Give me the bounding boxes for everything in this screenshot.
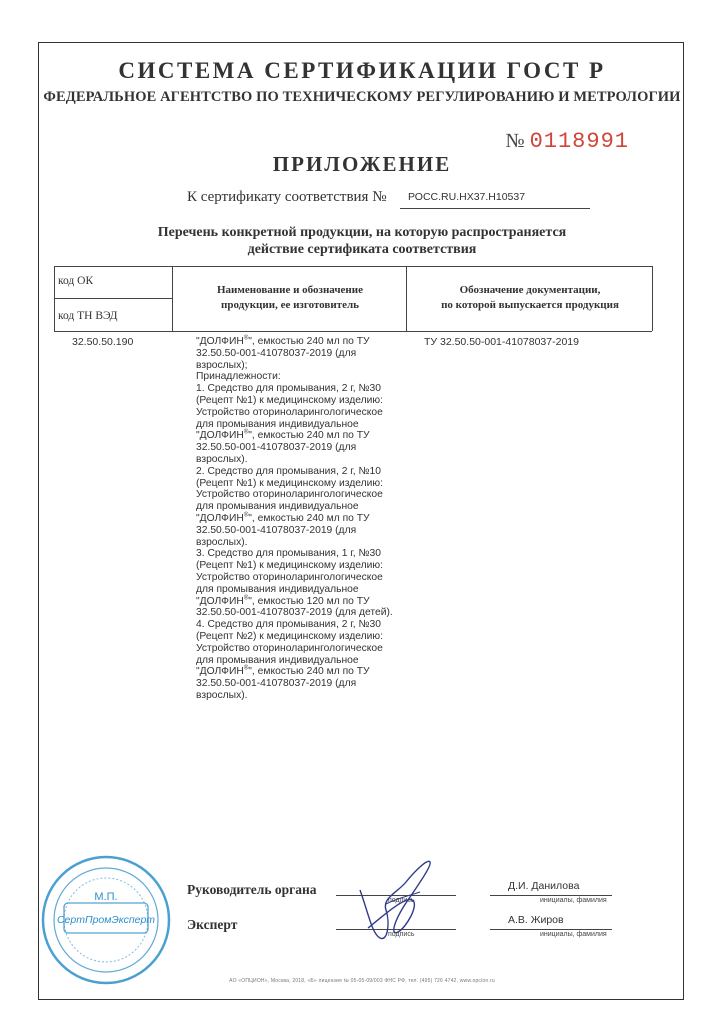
list-title — [0, 224, 724, 258]
list-title-line2: действие сертификата соответствия — [247, 242, 477, 257]
expert-signature-caption: подпись — [388, 931, 415, 938]
header-ok-code: код ОК — [58, 275, 94, 287]
number-prefix: № — [505, 130, 525, 152]
expert-initials-caption: инициалы, фамилия — [540, 931, 607, 938]
product-line: 32.50.50-001-41078037-2019 (для детей). — [196, 607, 393, 619]
head-of-body-label: Руководитель органа — [187, 882, 317, 897]
official-stamp — [34, 848, 184, 988]
table-ok-separator — [54, 298, 172, 299]
certificate-number: РОСС.RU.НХ37.Н10537 — [408, 191, 526, 203]
product-line: для промывания индивидуальное — [196, 418, 359, 430]
head-signature-caption: подпись — [388, 897, 415, 904]
appendix-title: ПРИЛОЖЕНИЕ — [272, 152, 452, 176]
table-top-line — [54, 266, 652, 267]
header-tnved-code: код ТН ВЭД — [58, 310, 118, 322]
product-line: 32.50.50-001-41078037-2019 (для — [196, 524, 357, 536]
expert-name-line — [490, 929, 612, 930]
product-line: 3. Средство для промывания, 1 г, №30 — [196, 548, 382, 560]
product-line: Устройство оториноларингологическое — [196, 489, 383, 501]
product-line: (Рецепт №2) к медицинскому изделию: — [196, 630, 384, 642]
product-line: 32.50.50-001-41078037-2019 (для — [196, 442, 357, 454]
head-initials-caption: инициалы, фамилия — [540, 897, 607, 904]
product-line: взрослых). — [196, 689, 248, 701]
product-line: 32.50.50-001-41078037-2019 (для — [196, 678, 357, 690]
product-line: для промывания индивидуальное — [196, 501, 359, 513]
system-title: СИСТЕМА СЕРТИФИКАЦИИ ГОСТ Р — [118, 58, 606, 83]
header-product-name-line1: Наименование и обозначение — [217, 284, 363, 296]
product-line: 32.50.50-001-41078037-2019 (для — [196, 347, 357, 359]
table-header-bottom — [54, 331, 652, 332]
product-line: "ДОЛФИН®", емкостью 120 мл по ТУ — [196, 595, 370, 607]
product-line: Устройство оториноларингологическое — [196, 642, 383, 654]
product-line: 4. Средство для промывания, 2 г, №30 — [196, 619, 382, 631]
handwritten-signature — [346, 852, 441, 947]
product-line: 1. Средство для промывания, 2 г, №30 — [196, 383, 382, 395]
product-line: взрослых); — [196, 359, 248, 371]
form-number — [505, 129, 629, 154]
header-documentation-line1: Обозначение документации, — [459, 284, 601, 296]
table-right-line — [652, 266, 653, 331]
product-line: для промывания индивидуальное — [196, 654, 359, 666]
product-line: Устройство оториноларингологическое — [196, 406, 383, 418]
printer-footer: АО «ОПЦИОН», Москва, 2018, «Б» лицензия № 05-05-09/003 ФНС РФ, тел. (495) 726 4742, www.opcion.ru — [229, 978, 495, 984]
stamp-mp-text: М.П. — [94, 891, 118, 903]
product-line: (Рецепт №1) к медицинскому изделию: — [196, 477, 384, 489]
row-code: 32.50.50.190 — [72, 336, 134, 348]
product-line: Устройство оториноларингологическое — [196, 571, 383, 583]
product-line: "ДОЛФИН®", емкостью 240 мл по ТУ — [196, 429, 370, 442]
product-line: Принадлежности: — [196, 371, 281, 383]
header-product-name-line2: продукции, ее изготовитель — [221, 299, 359, 311]
table-col2-line — [406, 266, 407, 331]
agency-title: ФЕДЕРАЛЬНОЕ АГЕНТСТВО ПО ТЕХНИЧЕСКОМУ РЕГУЛИРОВАНИЮ И МЕТРОЛОГИИ — [43, 89, 681, 105]
product-line: "ДОЛФИН®", емкостью 240 мл по ТУ — [196, 665, 370, 678]
product-line: (Рецепт №1) к медицинскому изделию: — [196, 560, 384, 572]
product-line: (Рецепт №1) к медицинскому изделию: — [196, 394, 384, 406]
row-product-description — [196, 336, 426, 702]
product-line: "ДОЛФИН®", емкостью 240 мл по ТУ — [196, 335, 370, 347]
product-line: взрослых). — [196, 536, 248, 548]
header-product-name — [174, 283, 406, 313]
product-line: взрослых). — [196, 453, 248, 465]
header-documentation — [408, 283, 652, 313]
to-certificate-label: К сертификату соответствия № — [187, 189, 387, 205]
number-value: 0118991 — [529, 129, 629, 154]
row-documentation: ТУ 32.50.50-001-41078037-2019 — [424, 336, 579, 348]
expert-name: А.В. Жиров — [508, 914, 564, 926]
expert-label: Эксперт — [187, 917, 238, 932]
product-line: 2. Средство для промывания, 2 г, №10 — [196, 465, 382, 477]
certificate-number-underline — [400, 208, 590, 209]
product-line: "ДОЛФИН®", емкостью 240 мл по ТУ — [196, 512, 370, 524]
stamp-organization-text: СертПромЭксперт — [56, 914, 156, 926]
head-name: Д.И. Данилова — [508, 880, 580, 892]
product-line: для промывания индивидуальное — [196, 583, 359, 595]
table-left-line — [54, 266, 55, 331]
header-documentation-line2: по которой выпускается продукция — [441, 299, 619, 311]
table-col1-line — [172, 266, 173, 331]
head-name-line — [490, 895, 612, 896]
list-title-line1: Перечень конкретной продукции, на которую распространяется — [157, 225, 567, 240]
